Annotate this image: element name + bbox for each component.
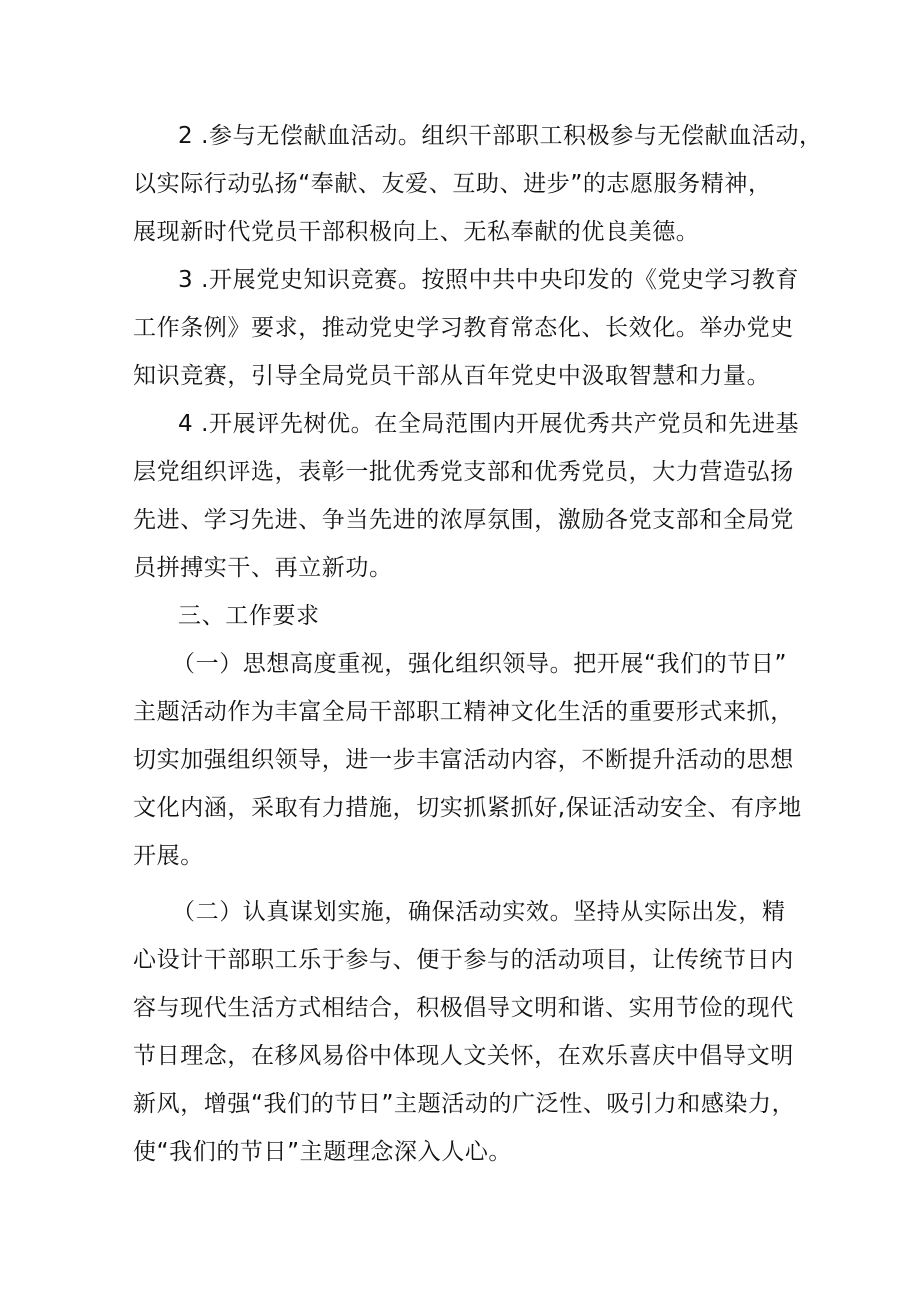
paragraph-requirement-1-line-5: 开展。	[133, 843, 204, 869]
paragraph-requirement-2-line-6: 使“我们的节日”主题理念深入人心。	[133, 1139, 513, 1165]
paragraph-requirement-1-line-4: 文化内涵，采取有力措施，切实抓紧抓好,保证活动安全、有序地	[133, 795, 802, 821]
paragraph-item-4-line-3: 先进、学习先进、争当先进的浓厚氛围，激励各党支部和全局党	[133, 507, 794, 533]
paragraph-requirement-1-line-3: 切实加强组织领导，进一步丰富活动内容，不断提升活动的思想	[133, 747, 794, 773]
section-heading-work-requirements: 三、工作要求	[178, 603, 320, 629]
paragraph-requirement-2-line-5: 新风，增强“我们的节日”主题活动的广泛性、吸引力和感染力，	[133, 1091, 796, 1117]
paragraph-item-3-line-1: 3 .开展党史知识竞赛。按照中共中央印发的《党史学习教育	[178, 267, 800, 293]
paragraph-requirement-1-line-2: 主题活动作为丰富全局干部职工精神文化生活的重要形式来抓，	[133, 699, 794, 725]
paragraph-item-3-line-3: 知识竞赛，引导全局党员干部从百年党史中汲取智慧和力量。	[133, 363, 771, 389]
paragraph-requirement-2-line-1: （二）认真谋划实施，确保活动实效。坚持从实际出发，精	[172, 899, 786, 925]
paragraph-requirement-2-line-2: 心设计干部职工乐于参与、便于参与的活动项目，让传统节日内	[133, 947, 794, 973]
paragraph-item-3-line-2: 工作条例》要求，推动党史学习教育常态化、长效化。举办党史	[133, 315, 794, 341]
paragraph-item-4-line-2: 层党组织评选，表彰一批优秀党支部和优秀党员，大力营造弘扬	[133, 459, 794, 485]
paragraph-item-4-line-4: 员拼搏实干、再立新功。	[133, 555, 393, 581]
paragraph-item-4-line-1: 4 .开展评先树优。在全局范围内开展优秀共产党员和先进基	[178, 411, 800, 437]
paragraph-requirement-2-line-4: 节日理念，在移风易俗中体现人文关怀，在欢乐喜庆中倡导文明	[133, 1043, 794, 1069]
paragraph-item-2-line-1: 2 .参与无偿献血活动。组织干部职工积极参与无偿献血活动，	[178, 123, 823, 149]
paragraph-requirement-2-line-3: 容与现代生活方式相结合，积极倡导文明和谐、实用节俭的现代	[133, 995, 794, 1021]
paragraph-item-2-line-2: 以实际行动弘扬“奉献、友爱、互助、进步”的志愿服务精神，	[133, 171, 772, 197]
paragraph-requirement-1-line-1: （一）思想高度重视，强化组织领导。把开展“我们的节日”	[172, 651, 788, 677]
paragraph-item-2-line-3: 展现新时代党员干部积极向上、无私奉献的优良美德。	[133, 219, 700, 245]
